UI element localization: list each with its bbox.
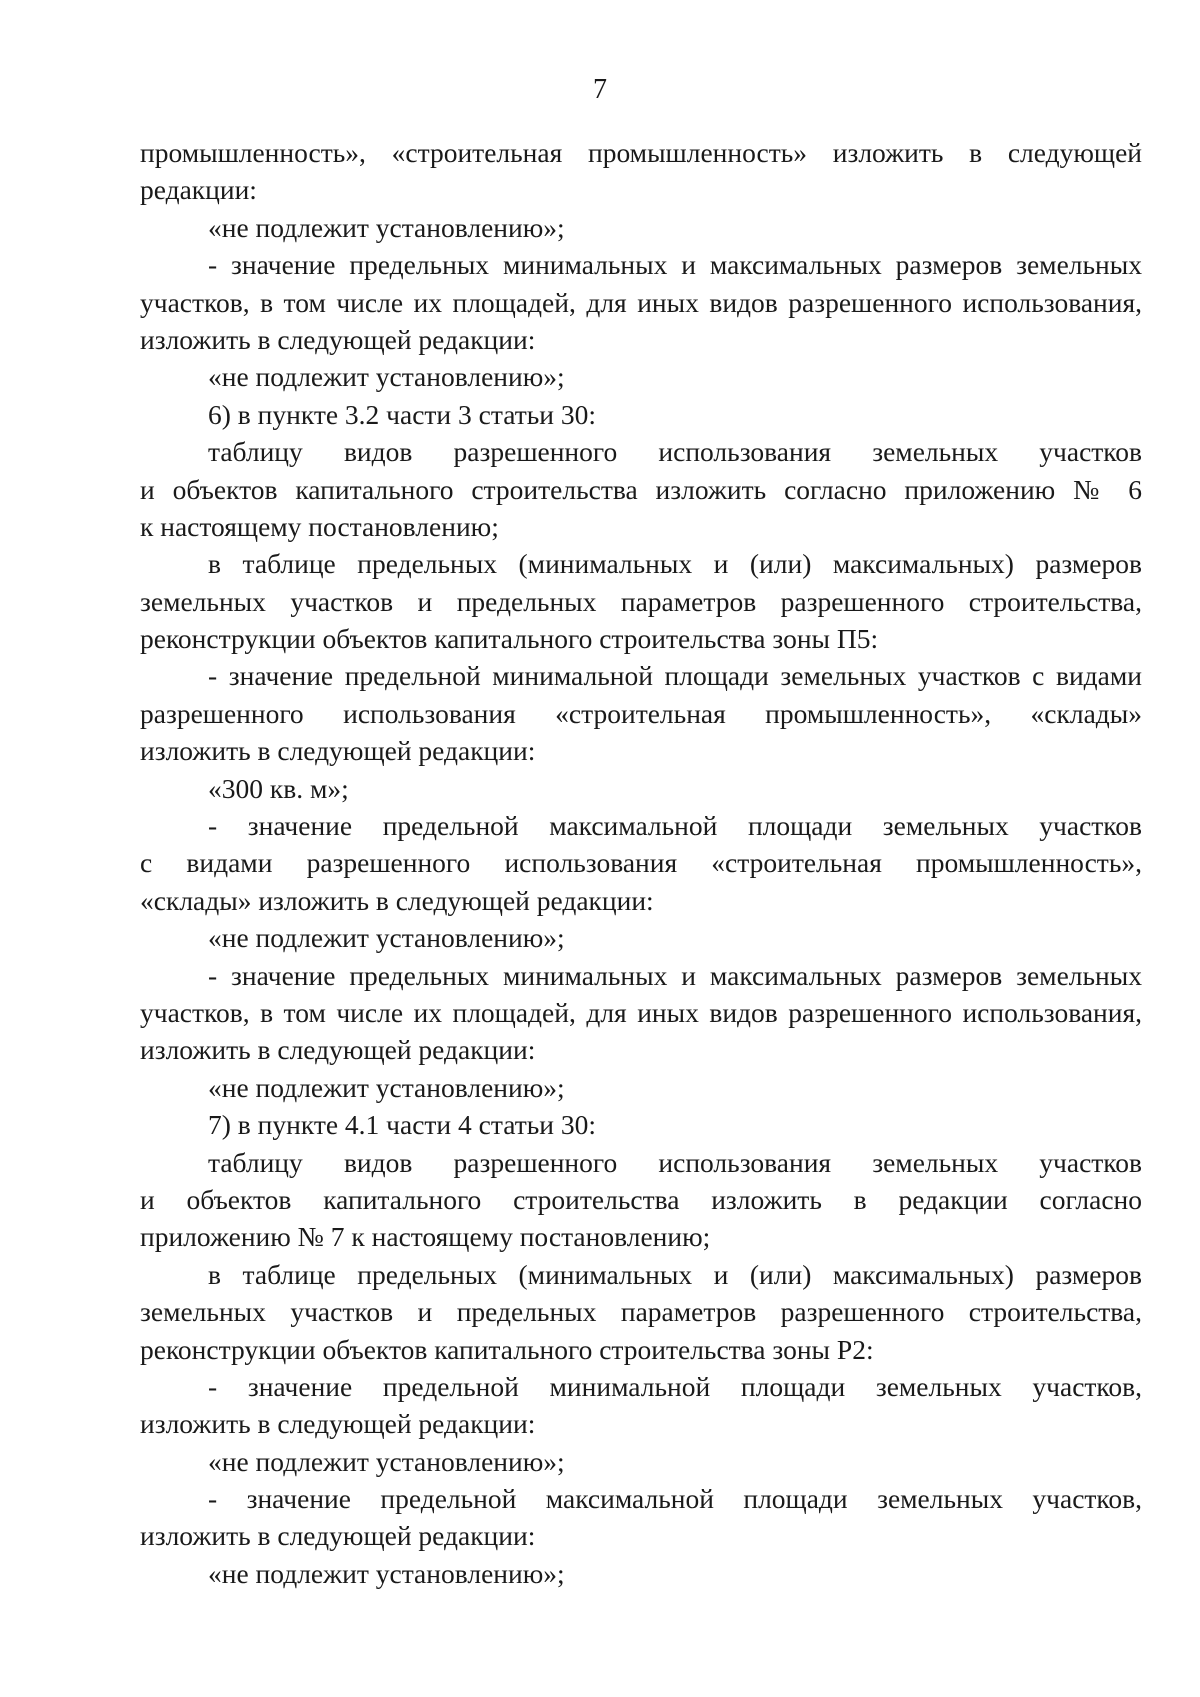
text-line: с видами разрешенного использования «строительная промышленность»,	[140, 847, 1142, 879]
text-line: «склады» изложить в следующей редакции:	[140, 884, 654, 916]
text-line: «не подлежит установлению»;	[208, 1071, 565, 1103]
text-line: реконструкции объектов капитального строительства зоны П5:	[140, 623, 879, 655]
text-line: приложению № 7 к настоящему постановлению;	[140, 1221, 711, 1253]
text-line: таблицу видов разрешенного использования земельных участков	[208, 1146, 1142, 1178]
text-line: изложить в следующей редакции:	[140, 735, 536, 767]
text-line: участков, в том числе их площадей, для иных видов разрешенного использования,	[140, 996, 1142, 1028]
text-line: таблицу видов разрешенного использования земельных участков	[208, 436, 1142, 468]
text-line: - значение предельной минимальной площади земельных участков,	[208, 1370, 1142, 1402]
text-line: участков, в том числе их площадей, для иных видов разрешенного использования,	[140, 286, 1142, 318]
text-line: - значение предельной максимальной площади земельных участков	[208, 810, 1142, 842]
text-line: - значение предельных минимальных и максимальных размеров земельных	[208, 959, 1142, 991]
text-line: редакции:	[140, 174, 257, 206]
text-line: - значение предельных минимальных и максимальных размеров земельных	[208, 249, 1142, 281]
text-line: и объектов капитального строительства изложить согласно приложению № 6	[140, 473, 1142, 505]
text-line: «не подлежит установлению»;	[208, 1557, 565, 1589]
text-line: изложить в следующей редакции:	[140, 1408, 536, 1440]
text-line: в таблице предельных (минимальных и (или) максимальных) размеров	[208, 1258, 1142, 1290]
text-line: земельных участков и предельных параметров разрешенного строительства,	[140, 1296, 1142, 1328]
text-line: 7) в пункте 4.1 части 4 статьи 30:	[208, 1109, 596, 1141]
text-line: к настоящему постановлению;	[140, 510, 499, 542]
text-line: в таблице предельных (минимальных и (или) максимальных) размеров	[208, 548, 1142, 580]
text-line: «не подлежит установлению»;	[208, 922, 565, 954]
text-line: земельных участков и предельных параметров разрешенного строительства,	[140, 585, 1142, 617]
text-line: «300 кв. м»;	[208, 772, 349, 804]
text-line: 6) в пункте 3.2 части 3 статьи 30:	[208, 398, 596, 430]
text-line: - значение предельной минимальной площади земельных участков с видами	[208, 660, 1142, 692]
text-line: «не подлежит установлению»;	[208, 1445, 565, 1477]
text-line: реконструкции объектов капитального строительства зоны Р2:	[140, 1333, 874, 1365]
text-line: «не подлежит установлению»;	[208, 211, 565, 243]
text-line: и объектов капитального строительства изложить в редакции согласно	[140, 1183, 1142, 1215]
text-line: изложить в следующей редакции:	[140, 1034, 536, 1066]
text-line: «не подлежит установлению»;	[208, 361, 565, 393]
text-line: изложить в следующей редакции:	[140, 1520, 536, 1552]
document-body	[140, 134, 1142, 1592]
page-number: 7	[593, 74, 607, 105]
text-line: - значение предельной максимальной площади земельных участков,	[208, 1483, 1142, 1515]
text-line: промышленность», «строительная промышленность» изложить в следующей	[140, 137, 1142, 168]
text-line: разрешенного использования «строительная промышленность», «склады»	[140, 697, 1142, 729]
text-line: изложить в следующей редакции:	[140, 323, 536, 355]
